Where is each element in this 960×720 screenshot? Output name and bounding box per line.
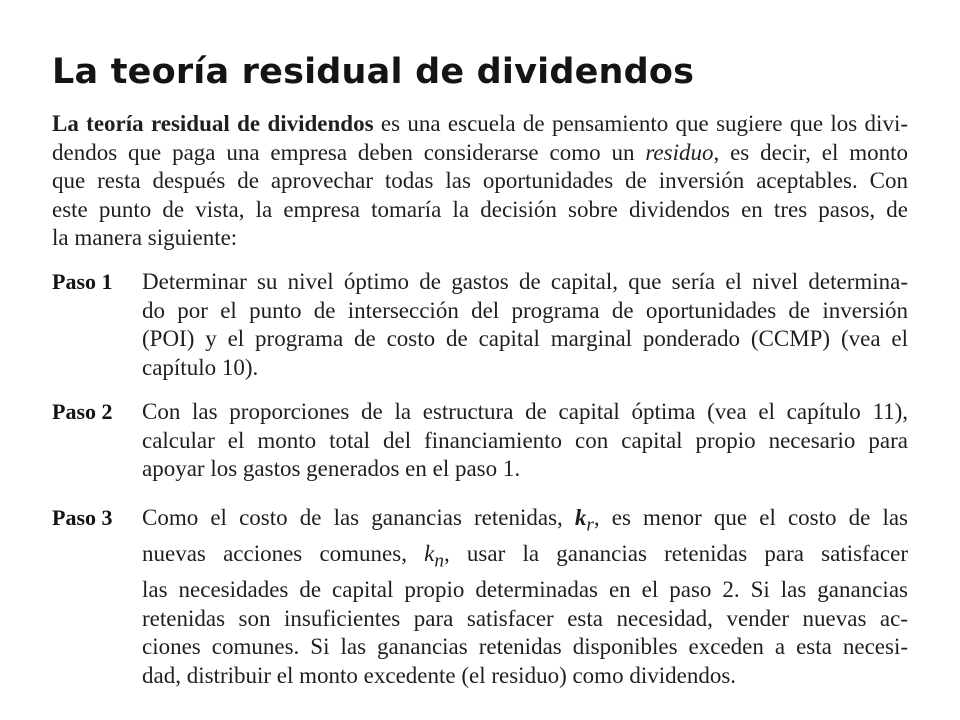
step-label: Paso 2 <box>52 399 113 424</box>
step-line: dad, distribuir el monto excedente (el residuo) como dividendos. <box>142 662 737 688</box>
step-label: Paso 1 <box>52 269 113 294</box>
step-label: Paso 3 <box>52 505 113 530</box>
intro-paragraph <box>52 110 908 253</box>
step-line: apoyar los gastos generados en el paso 1. <box>142 456 521 481</box>
intro-line-4: este punto de vista, la empresa tomaría la decisión sobre dividendos en tres pasos, de <box>52 196 908 222</box>
intro-line-5: la manera siguiente: <box>52 225 238 250</box>
step-body <box>142 504 908 690</box>
page-title: La teoría residual de dividendos <box>52 52 695 92</box>
intro-line-2: dendos que paga una empresa deben considerarse como un residuo, es decir, el monto <box>52 139 908 165</box>
variable-kn: $k_n$ <box>424 541 444 572</box>
step-line: retenidas son insuficientes para satisfacer esta necesidad, vender nuevas ac- <box>142 605 908 631</box>
step-line: Con las proporciones de la estructura de capital óptima (vea el capítulo 11), <box>142 399 908 424</box>
step-line: (POI) y el programa de costo de capital marginal ponderado (CCMP) (vea el <box>142 326 908 351</box>
step-body <box>142 398 908 484</box>
intro-term-italic: residuo <box>645 139 714 165</box>
step-body <box>142 268 908 382</box>
step-line: calcular el monto total del financiamiento con capital propio necesario para <box>142 427 908 453</box>
variable-kr: $k_r$ <box>574 505 594 536</box>
intro-term-bold: La teoría residual de dividendos <box>52 111 374 136</box>
step-line: nuevas acciones comunes, $k_n$, usar la ganancias retenidas para satisfacer <box>142 541 908 572</box>
intro-line-3: que resta después de aprovechar todas las oportunidades de inversión aceptables. Con <box>52 168 908 193</box>
step-line: capítulo 10). <box>142 354 259 380</box>
step-line: Determinar su nivel óptimo de gastos de capital, que sería el nivel determina- <box>142 269 908 294</box>
step-line: las necesidades de capital propio determinadas en el paso 2. Si las ganancias <box>142 577 908 603</box>
step-line: ciones comunes. Si las ganancias retenidas disponibles exceden a esta necesi- <box>142 634 908 660</box>
step-line: Como el costo de las ganancias retenidas, $k_r$, es menor que el costo de las <box>142 505 909 536</box>
intro-line-1: La teoría residual de dividendos es una escuela de pensamiento que sugiere que los divi- <box>52 111 908 136</box>
step-line: do por el punto de intersección del programa de oportunidades de inversión <box>142 297 908 323</box>
